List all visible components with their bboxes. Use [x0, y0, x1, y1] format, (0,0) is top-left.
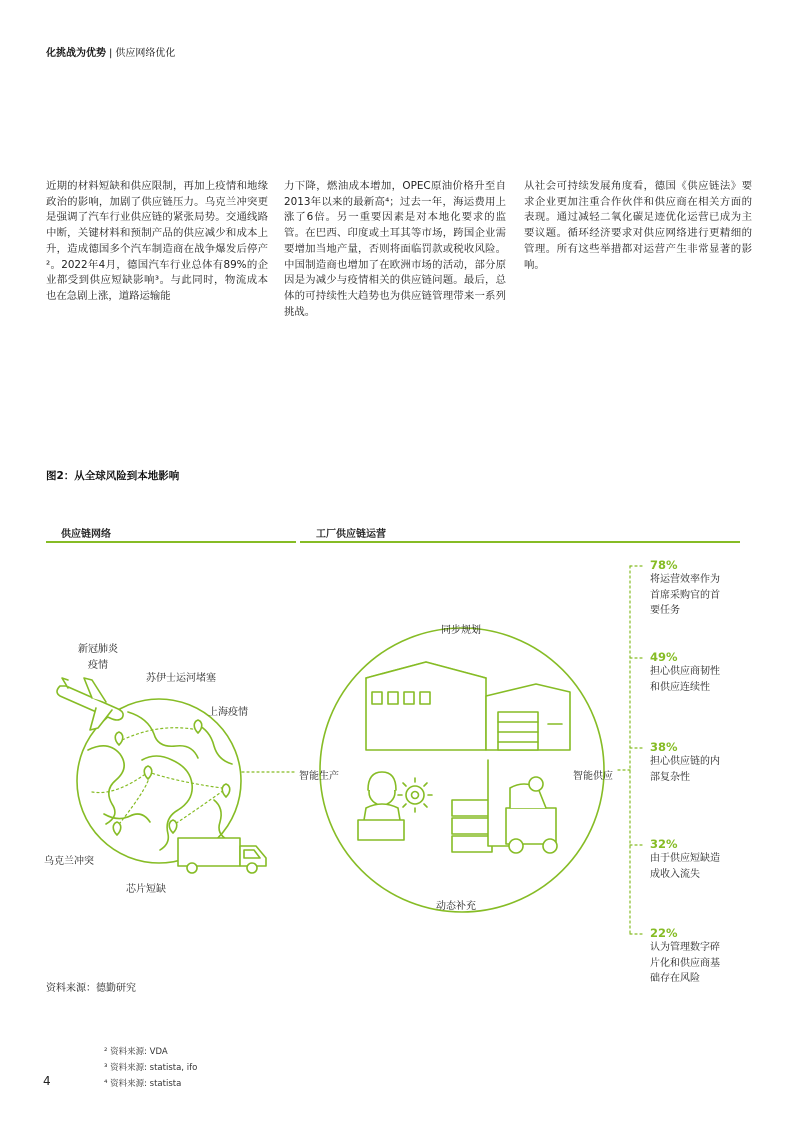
header-separator: | [109, 48, 113, 59]
section-label-factory-operations: 工厂供应链运营 [316, 529, 386, 540]
page-number: 4 [43, 1074, 51, 1088]
globe-routes [92, 728, 224, 828]
stat-text [650, 572, 746, 619]
stat-percent: 22% [650, 926, 678, 940]
label-ukraine: 乌克兰冲突 [44, 856, 94, 867]
footnote: ⁴ 资料来源: statista [104, 1079, 182, 1089]
label-suez: 苏伊士运河堵塞 [146, 673, 216, 684]
airplane-icon [57, 678, 123, 730]
stat-line: 要任务 [650, 605, 680, 616]
storage-shelf-icon [452, 800, 492, 852]
stat-percent: 38% [650, 740, 678, 754]
stat-line: 部复杂性 [650, 771, 690, 783]
forklift-icon [488, 760, 557, 853]
body-column-3: 从社会可持续发展角度看，德国《供应链法》要求企业更加注重合作伙伴和供应商在相关方面的表现。通过减轻二氧化碳足迹优化运营已成为主要议题。循环经济要求对供应网络进行更精细的管理。所有这些举措都对运营产生非常显著的影响。 [524, 180, 752, 271]
stat-line: 担心供应商韧性 [650, 666, 720, 677]
stat-item [650, 926, 746, 987]
label-shanghai: 上海疫情 [208, 707, 248, 718]
label-chips: 芯片短缺 [126, 884, 166, 895]
worker-headset-icon [358, 772, 404, 840]
stat-item [650, 837, 746, 882]
label-smart-production: 智能生产 [299, 771, 339, 782]
figure-title: 图2：从全球风险到本地影响 [46, 470, 180, 482]
factory-icon [366, 662, 570, 750]
stat-text [650, 940, 746, 987]
body-column-2: 力下降，燃油成本增加，OPEC原油价格升至自2013年以来的最新高⁴；过去一年，海运费用上涨了6倍。另一重要因素是对本地化要求的监管。在巴西、印度或土耳其等市场，跨国企业需要增加当地产量，否则将面临罚款或税收风险。中国制造商也增加了在欧洲市场的活动，部分原因是为减少与疫情相关的供应链问题。最后，总体的可持续性大趋势也为供应链管理带来一系列挑战。 [284, 180, 506, 318]
stat-line: 将运营效率作为 [650, 574, 720, 585]
location-pin-icons [113, 720, 230, 835]
section-label-supply-network: 供应链网络 [61, 529, 111, 540]
body-column-1: 近期的材料短缺和供应限制，再加上疫情和地缘政治的影响，加剧了供应链压力。乌克兰冲突更是强调了汽车行业供应链的紧张局势。交通线路中断，关键材料和预制产品的供应减少和成本上升，造成德国多个汽车制造商在战争爆发后停产²。2022年4月，德国汽车行业总体有89%的企业都受到供应短缺影响³。与此同时，物流成本也在急剧上涨，道路运输能 [46, 180, 268, 302]
stat-line: 担心供应链的内 [650, 756, 720, 767]
stats-bracket [618, 566, 644, 934]
stat-line: 由于供应短缺造 [650, 853, 720, 864]
stat-percent: 49% [650, 650, 678, 664]
stat-percent: 78% [650, 558, 678, 572]
stat-text [650, 851, 746, 882]
stat-line: 首席采购官的首 [650, 589, 720, 601]
label-smart-supply: 智能供应 [573, 771, 613, 782]
label-dynamic-replenishment: 动态补充 [436, 901, 476, 912]
stat-item [650, 740, 746, 785]
label-sync-planning: 同步规划 [441, 625, 481, 636]
stat-line: 认为管理数字碎 [650, 942, 720, 953]
stat-line: 成收入流失 [650, 868, 700, 880]
figure-source: 资料来源：德勤研究 [46, 983, 136, 994]
stat-text [650, 664, 746, 695]
gear-icon [398, 778, 432, 812]
truck-icon [178, 838, 266, 873]
stat-percent: 32% [650, 837, 678, 851]
operations-circle [320, 628, 604, 912]
stat-item [650, 558, 746, 619]
stat-item [650, 650, 746, 695]
footnote: ³ 资料来源: statista, ifo [104, 1063, 198, 1073]
label-covid-2: 疫情 [88, 660, 108, 671]
stat-line: 础存在风险 [650, 973, 700, 984]
label-covid: 新冠肺炎 [78, 644, 118, 655]
header-subsection: 供应网络优化 [115, 48, 176, 59]
stat-text [650, 754, 746, 785]
footnote: ² 资料来源: VDA [104, 1047, 168, 1057]
header-section: 化挑战为优势 [46, 48, 106, 59]
stat-line: 和供应连续性 [650, 681, 710, 693]
stat-line: 片化和供应商基 [650, 957, 720, 969]
